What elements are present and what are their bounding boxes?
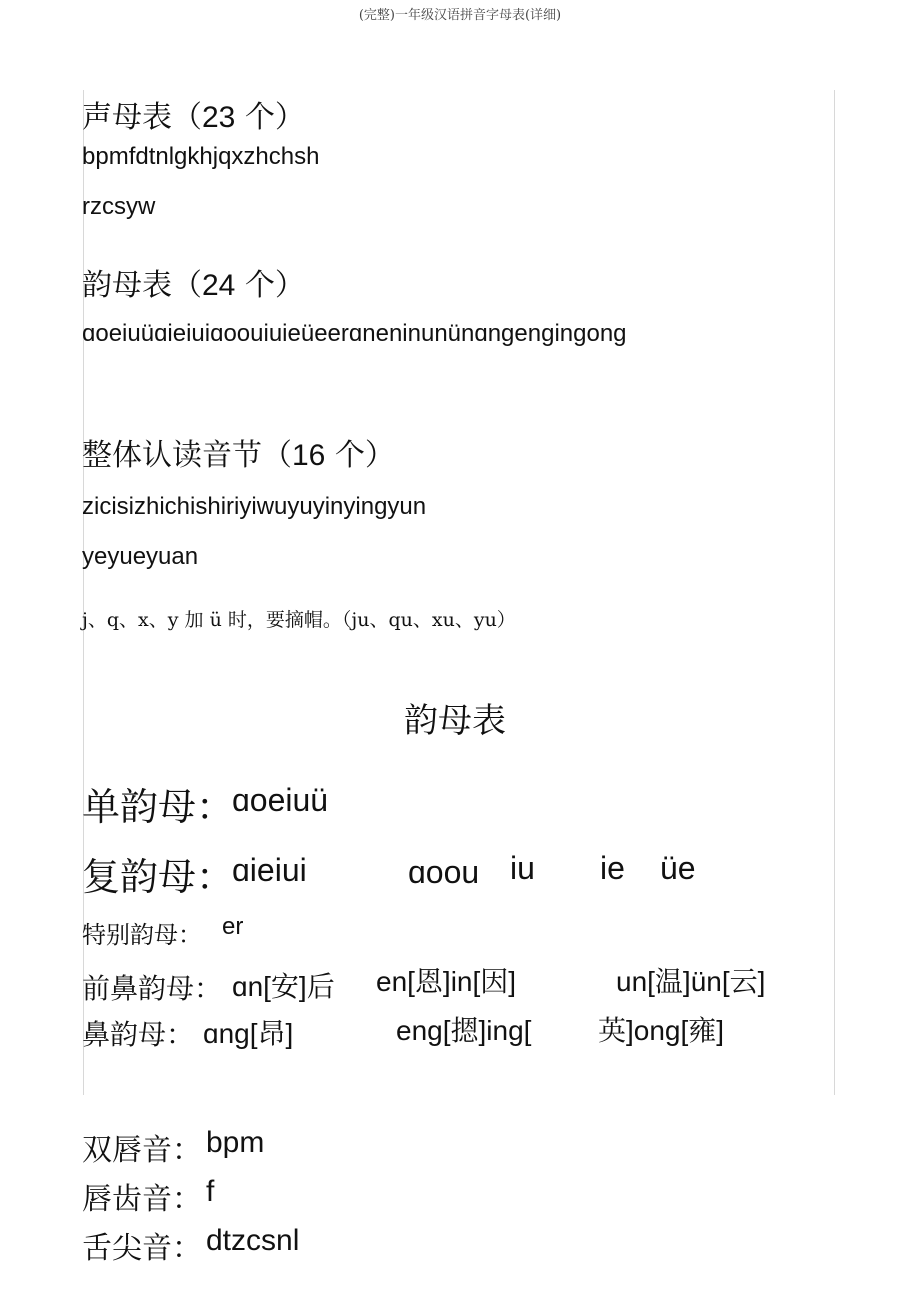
special-final-value: er (222, 913, 244, 940)
apical-label: 舌尖音： (82, 1231, 202, 1266)
umlaut-rule-note: j、q、x、y 加 ü 时，要摘帽。（ju、qu、xu、yu） (82, 609, 516, 631)
front-nasal-label: 前鼻韵母： (82, 972, 223, 1005)
labiodental-label: 唇齿音： (82, 1182, 202, 1217)
initials-line-1: bpmfdtnlgkhjqxzhchsh (82, 143, 320, 170)
back-nasal-value-2: eng[摁]ing[ (396, 1015, 532, 1046)
front-nasal-value-1: ɑn[安]后 (232, 971, 335, 1002)
front-nasal-value-3: un[温]ün[云] (616, 966, 766, 997)
back-nasal-value-3: 英]ong[雍] (598, 1015, 725, 1046)
finals-line: ɑoeiuüɑieiuiɑoouiuieüeerɑneninunünɑngengingong (82, 320, 627, 347)
finals-table-heading: 韵母表 (404, 701, 506, 741)
compound-finals-label: 复韵母： (82, 855, 235, 899)
compound-finals-value-1: ɑieiui (232, 852, 307, 888)
page-header: (完整)一年级汉语拼音字母表(详细) (358, 8, 562, 23)
compound-finals-value-4: ie (600, 850, 625, 886)
back-nasal-label: 鼻韵母： (82, 1018, 195, 1051)
apical-value: dtzcsnl (206, 1224, 300, 1257)
finals-title: 韵母表（24 个） (82, 268, 305, 303)
labiodental-value: f (206, 1175, 215, 1208)
whole-syllables-line-2: yeyueyuan (82, 543, 199, 570)
single-finals-values: ɑoeiuü (232, 782, 329, 818)
bilabial-value: bpm (206, 1126, 265, 1159)
compound-finals-value-5: üe (660, 850, 696, 886)
back-nasal-value-1: ɑng[昂] (203, 1018, 294, 1049)
bilabial-label: 双唇音： (82, 1133, 202, 1168)
initials-title: 声母表（23 个） (82, 100, 305, 135)
single-finals-label: 单韵母： (82, 785, 235, 829)
compound-finals-value-2: ɑoou (408, 854, 480, 890)
compound-finals-value-3: iu (510, 850, 535, 886)
whole-syllables-line-1: zicisizhichishiriyiwuyuyinyingyun (82, 493, 427, 520)
right-margin-line (834, 90, 835, 1095)
initials-line-2: rzcsyw (82, 193, 156, 220)
whole-syllables-title: 整体认读音节（16 个） (82, 438, 395, 473)
special-final-label: 特别韵母： (82, 921, 202, 949)
front-nasal-value-2: en[恩]in[因] (376, 966, 517, 997)
